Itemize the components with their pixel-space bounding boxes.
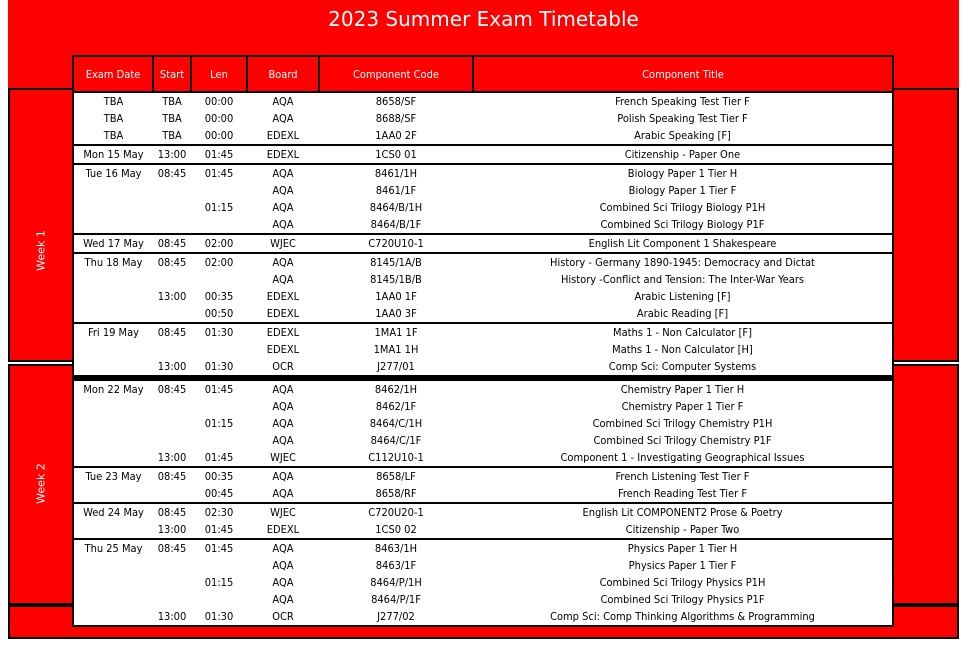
exam-date-cell: Thu 25 May — [73, 539, 153, 557]
code-cell: J277/01 — [319, 358, 473, 378]
board-cell: AQA — [247, 92, 319, 110]
exam-date-cell — [73, 449, 153, 467]
code-cell: C720U20-1 — [319, 503, 473, 521]
start-cell: 13:00 — [153, 288, 191, 305]
title-cell: Arabic Listening [F] — [473, 288, 893, 305]
table-row — [73, 485, 893, 503]
board-cell: AQA — [247, 485, 319, 503]
exam-date-cell — [73, 288, 153, 305]
title-cell: Chemistry Paper 1 Tier F — [473, 398, 893, 415]
len-cell: 00:45 — [191, 485, 247, 503]
col-header-len: Len — [191, 56, 247, 92]
exam-date-cell: TBA — [73, 110, 153, 127]
code-cell: 1AA0 2F — [319, 127, 473, 145]
table-row — [73, 398, 893, 415]
title-cell: Citizenship - Paper Two — [473, 521, 893, 539]
start-cell — [153, 305, 191, 323]
len-cell: 01:15 — [191, 415, 247, 432]
table-row — [73, 539, 893, 557]
title-cell: Arabic Speaking [F] — [473, 127, 893, 145]
start-cell: TBA — [153, 127, 191, 145]
code-cell: 8463/1H — [319, 539, 473, 557]
table-row — [73, 378, 893, 398]
len-cell — [191, 557, 247, 574]
title-cell: Combined Sci Trilogy Chemistry P1F — [473, 432, 893, 449]
start-cell: 13:00 — [153, 608, 191, 626]
exam-date-cell — [73, 591, 153, 608]
start-cell — [153, 271, 191, 288]
len-cell: 02:00 — [191, 253, 247, 271]
title-cell: Chemistry Paper 1 Tier H — [473, 378, 893, 398]
len-cell: 00:35 — [191, 467, 247, 485]
code-cell: 1MA1 1F — [319, 323, 473, 341]
table-row — [73, 110, 893, 127]
start-cell — [153, 557, 191, 574]
start-cell — [153, 574, 191, 591]
len-cell: 00:50 — [191, 305, 247, 323]
title-cell: Comp Sci: Computer Systems — [473, 358, 893, 378]
board-cell: EDEXL — [247, 127, 319, 145]
len-cell — [191, 271, 247, 288]
exam-date-cell — [73, 305, 153, 323]
exam-date-cell: Tue 23 May — [73, 467, 153, 485]
board-cell: AQA — [247, 110, 319, 127]
exam-date-cell — [73, 557, 153, 574]
board-cell: EDEXL — [247, 323, 319, 341]
board-cell: EDEXL — [247, 341, 319, 358]
week-2-label: Week 2 — [34, 463, 48, 504]
col-header-component-title: Component Title — [473, 56, 893, 92]
code-cell: 8461/1F — [319, 182, 473, 199]
len-cell: 00:00 — [191, 127, 247, 145]
code-cell: 8658/RF — [319, 485, 473, 503]
len-cell: 00:00 — [191, 110, 247, 127]
code-cell: 8658/SF — [319, 92, 473, 110]
table-row — [73, 341, 893, 358]
len-cell — [191, 591, 247, 608]
exam-timetable — [72, 55, 894, 627]
start-cell: 08:45 — [153, 467, 191, 485]
len-cell: 01:45 — [191, 449, 247, 467]
len-cell: 00:35 — [191, 288, 247, 305]
table-row — [73, 591, 893, 608]
code-cell: 8658/LF — [319, 467, 473, 485]
start-cell: 13:00 — [153, 145, 191, 164]
table-row — [73, 127, 893, 145]
code-cell: 8464/P/1F — [319, 591, 473, 608]
title-cell: English Lit COMPONENT2 Prose & Poetry — [473, 503, 893, 521]
table-row — [73, 323, 893, 341]
start-cell: 08:45 — [153, 164, 191, 182]
len-cell — [191, 216, 247, 234]
code-cell: J277/02 — [319, 608, 473, 626]
board-cell: EDEXL — [247, 305, 319, 323]
board-cell: WJEC — [247, 503, 319, 521]
table-row — [73, 92, 893, 110]
exam-date-cell — [73, 521, 153, 539]
code-cell: 8463/1F — [319, 557, 473, 574]
table-row — [73, 145, 893, 164]
exam-date-cell — [73, 485, 153, 503]
code-cell: 1CS0 02 — [319, 521, 473, 539]
exam-date-cell: Thu 18 May — [73, 253, 153, 271]
code-cell: 8688/SF — [319, 110, 473, 127]
board-cell: AQA — [247, 398, 319, 415]
exam-date-cell: Mon 15 May — [73, 145, 153, 164]
exam-date-cell: Mon 22 May — [73, 378, 153, 398]
table-row — [73, 288, 893, 305]
col-header-component-code: Component Code — [319, 56, 473, 92]
board-cell: AQA — [247, 253, 319, 271]
start-cell: 13:00 — [153, 358, 191, 378]
title-cell: Component 1 - Investigating Geographical Issues — [473, 449, 893, 467]
exam-date-cell — [73, 271, 153, 288]
header-row — [73, 56, 893, 92]
code-cell: 8464/P/1H — [319, 574, 473, 591]
table-row — [73, 608, 893, 626]
len-cell: 01:30 — [191, 323, 247, 341]
title-cell: Biology Paper 1 Tier H — [473, 164, 893, 182]
exam-date-cell — [73, 341, 153, 358]
code-cell: 1CS0 01 — [319, 145, 473, 164]
board-cell: AQA — [247, 539, 319, 557]
table-row — [73, 182, 893, 199]
board-cell: AQA — [247, 467, 319, 485]
code-cell: C112U10-1 — [319, 449, 473, 467]
len-cell — [191, 398, 247, 415]
title-cell: Maths 1 - Non Calculator [F] — [473, 323, 893, 341]
exam-date-cell: TBA — [73, 127, 153, 145]
title-cell: English Lit Component 1 Shakespeare — [473, 234, 893, 253]
exam-date-cell — [73, 182, 153, 199]
table-row — [73, 574, 893, 591]
title-cell: Physics Paper 1 Tier F — [473, 557, 893, 574]
start-cell: 13:00 — [153, 449, 191, 467]
table-row — [73, 216, 893, 234]
title-cell: Combined Sci Trilogy Biology P1F — [473, 216, 893, 234]
code-cell: C720U10-1 — [319, 234, 473, 253]
board-cell: WJEC — [247, 449, 319, 467]
exam-date-cell: Fri 19 May — [73, 323, 153, 341]
board-cell: AQA — [247, 591, 319, 608]
len-cell: 01:45 — [191, 539, 247, 557]
title-cell: Arabic Reading [F] — [473, 305, 893, 323]
board-cell: AQA — [247, 216, 319, 234]
start-cell — [153, 398, 191, 415]
exam-date-cell: Wed 24 May — [73, 503, 153, 521]
len-cell: 01:45 — [191, 521, 247, 539]
title-cell: Biology Paper 1 Tier F — [473, 182, 893, 199]
table-row — [73, 521, 893, 539]
table-row — [73, 449, 893, 467]
title-cell: Maths 1 - Non Calculator [H] — [473, 341, 893, 358]
len-cell — [191, 432, 247, 449]
len-cell: 01:30 — [191, 358, 247, 378]
exam-date-cell — [73, 358, 153, 378]
table-row — [73, 467, 893, 485]
code-cell: 8461/1H — [319, 164, 473, 182]
title-cell: History -Conflict and Tension: The Inter-War Years — [473, 271, 893, 288]
len-cell: 01:45 — [191, 145, 247, 164]
title-cell: Comp Sci: Comp Thinking Algorithms & Programming — [473, 608, 893, 626]
start-cell — [153, 485, 191, 503]
code-cell: 8145/1B/B — [319, 271, 473, 288]
col-header-start: Start — [153, 56, 191, 92]
start-cell: 08:45 — [153, 503, 191, 521]
code-cell: 8145/1A/B — [319, 253, 473, 271]
len-cell: 02:00 — [191, 234, 247, 253]
title-cell: French Reading Test Tier F — [473, 485, 893, 503]
exam-date-cell: TBA — [73, 92, 153, 110]
board-cell: EDEXL — [247, 288, 319, 305]
board-cell: AQA — [247, 182, 319, 199]
start-cell: 08:45 — [153, 323, 191, 341]
code-cell: 1AA0 3F — [319, 305, 473, 323]
table-row — [73, 199, 893, 216]
len-cell — [191, 341, 247, 358]
code-cell: 8462/1F — [319, 398, 473, 415]
start-cell: 13:00 — [153, 521, 191, 539]
start-cell — [153, 216, 191, 234]
exam-date-cell — [73, 574, 153, 591]
start-cell: 08:45 — [153, 253, 191, 271]
title-cell: French Listening Test Tier F — [473, 467, 893, 485]
col-header-exam-date: Exam Date — [73, 56, 153, 92]
board-cell: AQA — [247, 378, 319, 398]
len-cell: 01:45 — [191, 378, 247, 398]
start-cell: 08:45 — [153, 539, 191, 557]
title-cell: Physics Paper 1 Tier H — [473, 539, 893, 557]
table-row — [73, 503, 893, 521]
start-cell — [153, 341, 191, 358]
len-cell: 01:15 — [191, 199, 247, 216]
board-cell: AQA — [247, 557, 319, 574]
len-cell: 01:15 — [191, 574, 247, 591]
title-cell: Combined Sci Trilogy Physics P1F — [473, 591, 893, 608]
board-cell: AQA — [247, 271, 319, 288]
title-cell: Combined Sci Trilogy Chemistry P1H — [473, 415, 893, 432]
start-cell — [153, 199, 191, 216]
start-cell — [153, 432, 191, 449]
board-cell: WJEC — [247, 234, 319, 253]
title-cell: French Speaking Test Tier F — [473, 92, 893, 110]
table-row — [73, 432, 893, 449]
code-cell: 1AA0 1F — [319, 288, 473, 305]
exam-date-cell — [73, 415, 153, 432]
board-cell: OCR — [247, 608, 319, 626]
board-cell: AQA — [247, 164, 319, 182]
start-cell — [153, 591, 191, 608]
code-cell: 8464/C/1H — [319, 415, 473, 432]
table-row — [73, 253, 893, 271]
exam-date-cell — [73, 608, 153, 626]
exam-date-cell: Tue 16 May — [73, 164, 153, 182]
col-header-board: Board — [247, 56, 319, 92]
start-cell — [153, 415, 191, 432]
code-cell: 8464/B/1F — [319, 216, 473, 234]
code-cell: 1MA1 1H — [319, 341, 473, 358]
title-cell: History - Germany 1890-1945: Democracy and Dictat — [473, 253, 893, 271]
title-cell: Citizenship - Paper One — [473, 145, 893, 164]
code-cell: 8464/C/1F — [319, 432, 473, 449]
table-row — [73, 164, 893, 182]
len-cell — [191, 182, 247, 199]
start-cell: TBA — [153, 110, 191, 127]
table-row — [73, 271, 893, 288]
table-row — [73, 415, 893, 432]
start-cell — [153, 182, 191, 199]
len-cell: 02:30 — [191, 503, 247, 521]
len-cell: 00:00 — [191, 92, 247, 110]
len-cell: 01:30 — [191, 608, 247, 626]
title-cell: Combined Sci Trilogy Biology P1H — [473, 199, 893, 216]
exam-date-cell — [73, 432, 153, 449]
len-cell: 01:45 — [191, 164, 247, 182]
exam-date-cell — [73, 216, 153, 234]
table-row — [73, 234, 893, 253]
title-cell: Polish Speaking Test Tier F — [473, 110, 893, 127]
exam-date-cell — [73, 398, 153, 415]
start-cell: TBA — [153, 92, 191, 110]
week-1-label: Week 1 — [34, 230, 48, 271]
board-cell: AQA — [247, 199, 319, 216]
board-cell: EDEXL — [247, 521, 319, 539]
start-cell: 08:45 — [153, 378, 191, 398]
board-cell: EDEXL — [247, 145, 319, 164]
table-row — [73, 305, 893, 323]
board-cell: OCR — [247, 358, 319, 378]
start-cell: 08:45 — [153, 234, 191, 253]
board-cell: AQA — [247, 574, 319, 591]
table-row — [73, 557, 893, 574]
exam-date-cell: Wed 17 May — [73, 234, 153, 253]
page-title: 2023 Summer Exam Timetable — [328, 7, 639, 31]
exam-date-cell — [73, 199, 153, 216]
code-cell: 8462/1H — [319, 378, 473, 398]
table-row — [73, 358, 893, 378]
code-cell: 8464/B/1H — [319, 199, 473, 216]
title-cell: Combined Sci Trilogy Physics P1H — [473, 574, 893, 591]
timetable-body — [73, 92, 893, 626]
board-cell: AQA — [247, 432, 319, 449]
board-cell: AQA — [247, 415, 319, 432]
